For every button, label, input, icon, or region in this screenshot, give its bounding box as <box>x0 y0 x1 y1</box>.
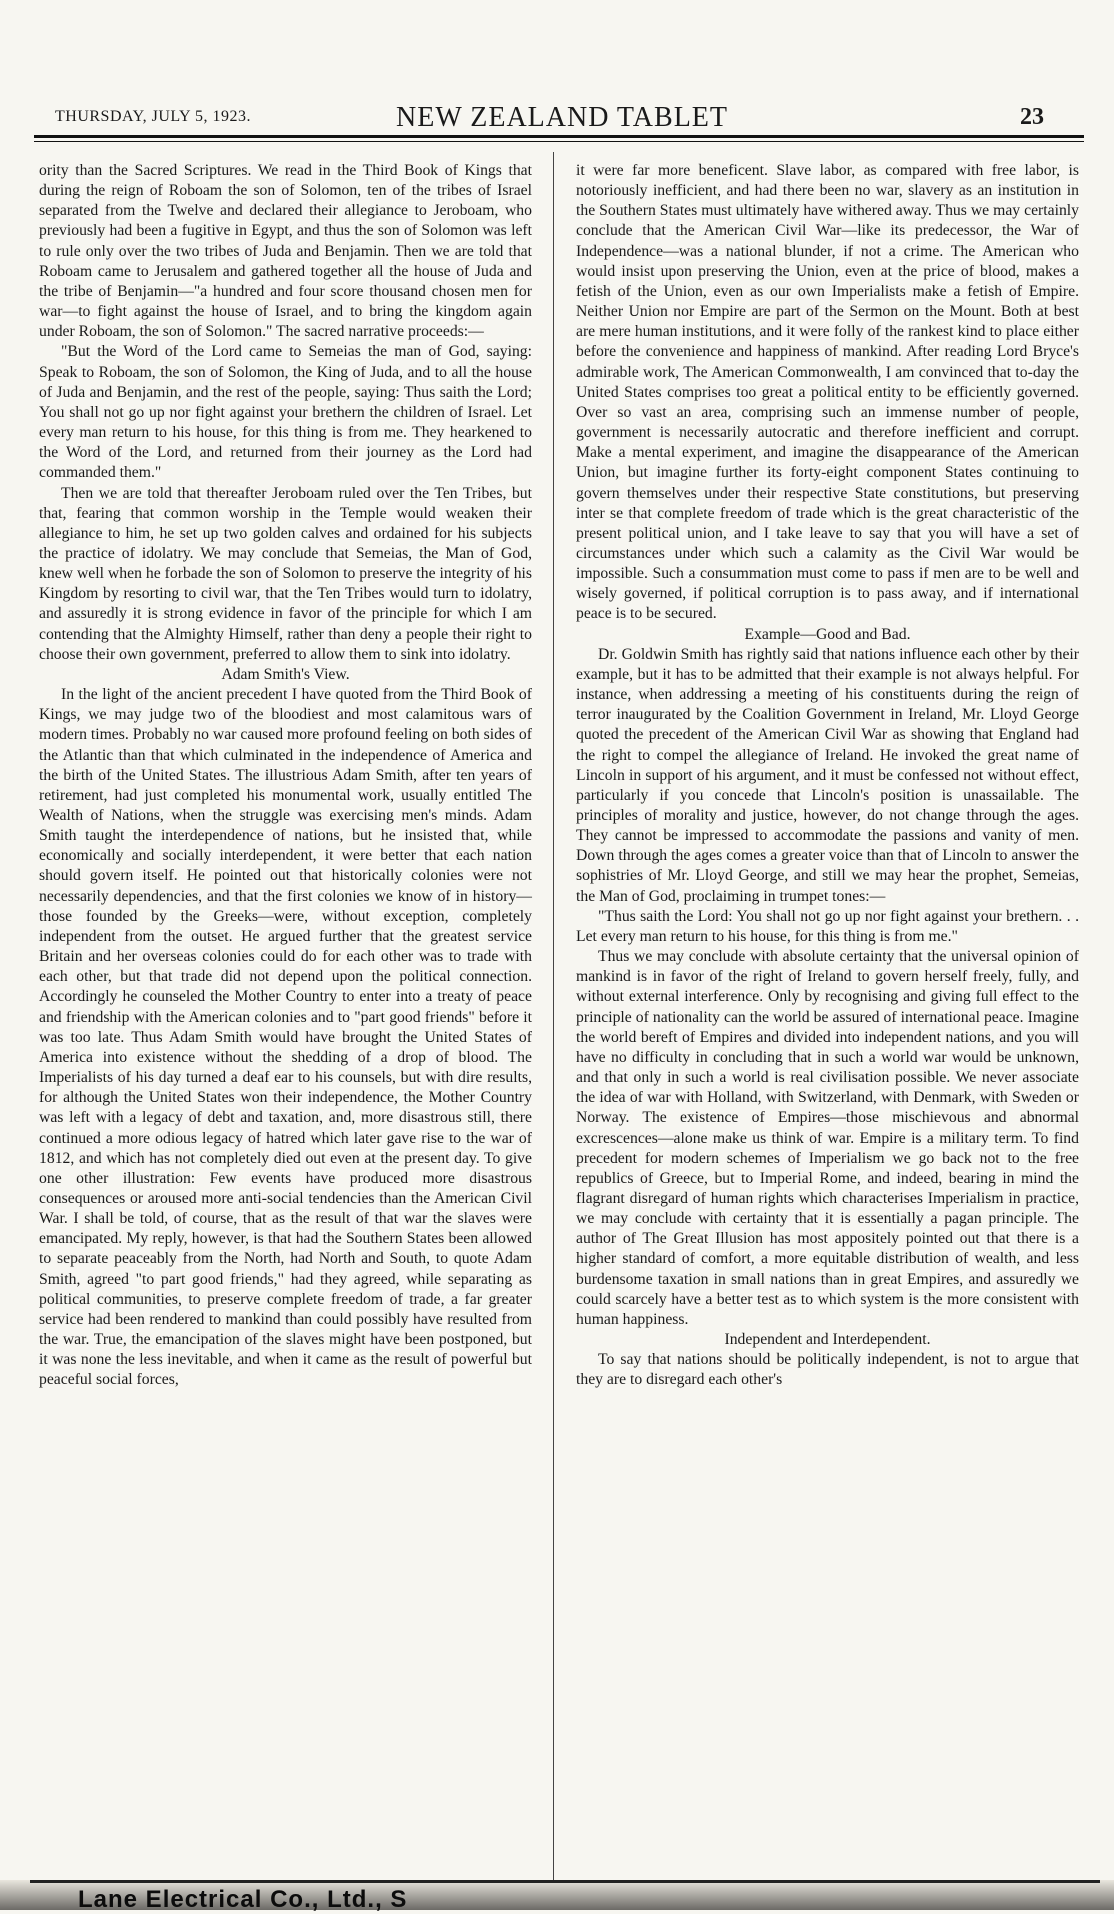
right-column <box>576 161 1079 1391</box>
header-rule-thin <box>34 141 1084 142</box>
paragraph: Thus we may conclude with absolute certainty that the universal opinion of mankind is in favor of the right of Ireland to govern herself freely, fully, and without external interference. Only by recognising and giving full effect to the principle of nationality can the world be assured of international peace. Imagine the world bereft of Empires and divided into independent nations, and you will have no difficulty in concluding that in such a world war would be unknown, and that only in such a world is real civilisation possible. We never associate the idea of war with Holland, with Switzerland, with Denmark, with Sweden or Norway. The existence of Empires—those mischievous and abnormal excrescences—alone make us think of war. Empire is a military term. To find precedent for modern schemes of Imperialism we go back not to the free republics of Greece, but to Imperial Rome, and indeed, bearing in mind the flagrant disregard of human rights which characterises Imperialism in practice, we may conclude with certainty that it is essentially a pagan principle. The author of The Great Illusion has most appositely pointed out that there is a higher standard of comfort, a more equitable distribution of wealth, and less burdensome taxation in small nations than in great Empires, and assuredly we could scarcely have a better test as to which system is the more consistent with human happiness. <box>576 948 1079 1328</box>
paragraph: In the light of the ancient precedent I have quoted from the Third Book of Kings, we may judge two of the bloodiest and most calamitous wars of modern times. Probably no war caused more profound feeling on both sides of the Atlantic than that which culminated in the independence of America and the birth of the United States. The illustrious Adam Smith, after ten years of retirement, had just completed his monumental work, usually entitled The Wealth of Nations, when the struggle was exercising men's minds. Adam Smith taught the interdependence of nations, but he insisted that, while economically and socially interdependent, it were better that each nation should govern itself. He pointed out that historically colonies were not necessarily dependencies, and that the first colonies we know of in history—those founded by the Greeks—were, without exception, completely independent from the outset. He argued further that the greatest service Britain and her overseas colonies could do for each other was to trade with each other, but that trade did not depend upon the political connection. Accordingly he counseled the Mother Country to enter into a treaty of peace and friendship with the American colonies and to "part good friends" before it was too late. Thus Adam Smith would have brought the United States of America into existence without the shedding of a drop of blood. The Imperialists of his day turned a deaf ear to his counsels, but with dire results, for although the United States won their independence, the Mother Country was left with a legacy of debt and taxation, and, more disastrous still, there continued a more odious legacy of hatred which later gave rise to the war of 1812, and which has not completely died out even at the present day. To give one other illustration: Few events have produced more disastrous consequences or aroused more anti-social tendencies than the American Civil War. I shall be told, of course, that as the result of that war the slaves were emancipated. My reply, however, is that had the Southern States been allowed to separate peaceably from the North, had North and South, to quote Adam Smith, agreed "to part good friends," had they agreed, while separating as political communities, to preserve complete freedom of trade, a far greater service had been rendered to mankind than could possibly have resulted from the war. True, the emancipation of the slaves might have been postponed, but it was none the less inevitable, and when it came as the result of powerful but peaceful social forces, <box>39 686 532 1389</box>
scripture-quote: "But the Word of the Lord came to Semeias the man of God, saying: Speak to Roboam, the son of Solomon, the King of Juda, and to all the house of Juda and Benjamin, and the rest of the people, saying: Thus saith the Lord; You shall not go up nor fight against your brethern the children of Israel. Let every man return to his house, for this thing is from me. They hearkened to the Word of the Lord, and returned from their journey as the Lord had commanded them." <box>39 343 532 482</box>
section-heading: Adam Smith's View. <box>221 665 350 683</box>
left-column <box>39 161 532 1391</box>
footer-advert-text: Lane Electrical Co., Ltd., S <box>78 1886 408 1913</box>
section-heading: Example—Good and Bad. <box>744 625 911 643</box>
footer-rule <box>30 1880 1100 1883</box>
column-divider <box>553 152 554 1894</box>
publication-title: NEW ZEALAND TABLET <box>396 102 729 133</box>
paragraph: Then we are told that thereafter Jeroboam ruled over the Ten Tribes, but that, fearing that common worship in the Temple would weaken their allegiance to him, he set up two golden calves and ordained for his subjects the practice of idolatry. We may conclude that Semeias, the Man of God, knew well when he forbade the son of Solomon to preserve the integrity of his Kingdom by resorting to civil war, that the Ten Tribes would turn to idolatry, and assuredly it is strong evidence in favor of the principle for which I am contending that the Almighty Himself, rather than deny a people their right to choose their own government, preferred to allow them to sink into idolatry. <box>39 484 532 663</box>
scripture-quote: "Thus saith the Lord: You shall not go up nor fight against your brethern. . . Let every man return to his house, for this thing is from me." <box>576 907 1079 945</box>
section-heading: Independent and Interdependent. <box>724 1331 931 1349</box>
paragraph: it were far more beneficent. Slave labor, as compared with free labor, is notoriously inefficient, and had there been no war, slavery as an institution in the Southern States must ultimately have withered away. Thus we may certainly conclude that the American Civil War—like its predecessor, the War of Independence—was a national blunder, if not a crime. The American who would insist upon preserving the Union, even at the price of blood, makes a fetish of the Union, even as our own Imperialists make a fetish of Empire. Neither Union nor Empire are part of the Sermon on the Mount. Both at best are mere human institutions, and it were folly of the rankest kind to place either before the convenience and happiness of mankind. After reading Lord Bryce's admirable work, The American Commonwealth, I am convinced that to-day the United States comprises too great a political entity to be efficiently governed. Over so vast an area, comprising such an immense number of people, government is necessarily autocratic and therefore inefficient and corrupt. Make a mental experiment, and imagine the disappearance of the American Union, but imagine further its forty-eight component States continuing to govern themselves under their respective State constitutions, but preserving inter se that complete freedom of trade which is the great characteristic of the present political union, and I take leave to say that you will have a set of circumstances under which such a calamity as the Civil War would be impossible. Such a consummation must come to pass if men are to be well and wisely governed, if political corruption is to pass away, and if international peace is to be secured. <box>576 162 1079 623</box>
paragraph: To say that nations should be politically independent, is not to argue that they are to disregard each other's <box>576 1351 1079 1389</box>
paragraph: ority than the Sacred Scriptures. We read in the Third Book of Kings that during the reign of Roboam the son of Solomon, ten of the tribes of Israel separated from the Twelve and declared their allegiance to Jeroboam, who previously had been a fugitive in Egypt, and thus the son of Solomon was left to rule only over the two tribes of Juda and Benjamin. Then we are told that Roboam came to Jerusalem and gathered together all the house of Juda and the tribe of Benjamin—"a hundred and four score thousand chosen men for war—to fight against the house of Israel, and to bring the kingdom again under Roboam, the son of Solomon." The sacred narrative proceeds:— <box>39 162 532 341</box>
page-number: 23 <box>1020 104 1044 130</box>
page-header <box>0 0 1114 150</box>
header-rule-thick <box>34 135 1084 138</box>
paragraph: Dr. Goldwin Smith has rightly said that nations influence each other by their example, but it has to be admitted that their example is not always helpful. For instance, when addressing a meeting of his constituents during the reign of terror inaugurated by the Coalition Government in Ireland, Mr. Lloyd George quoted the precedent of the American Civil War as showing that England had the right to compel the allegiance of Ireland. He invoked the great name of Lincoln in support of his argument, and it must be confessed not without effect, particularly if you concede that Lincoln's position is unassailable. The principles of morality and justice, however, do not change through the ages. They cannot be impressed to accommodate the passions and vanity of men. Down through the ages comes a greater voice than that of Lincoln to answer the sophistries of Mr. Lloyd George, and still we may hear the prophet, Semeias, the Man of God, proclaiming in trumpet tones:— <box>576 645 1079 905</box>
issue-date: THURSDAY, JULY 5, 1923. <box>55 108 251 125</box>
